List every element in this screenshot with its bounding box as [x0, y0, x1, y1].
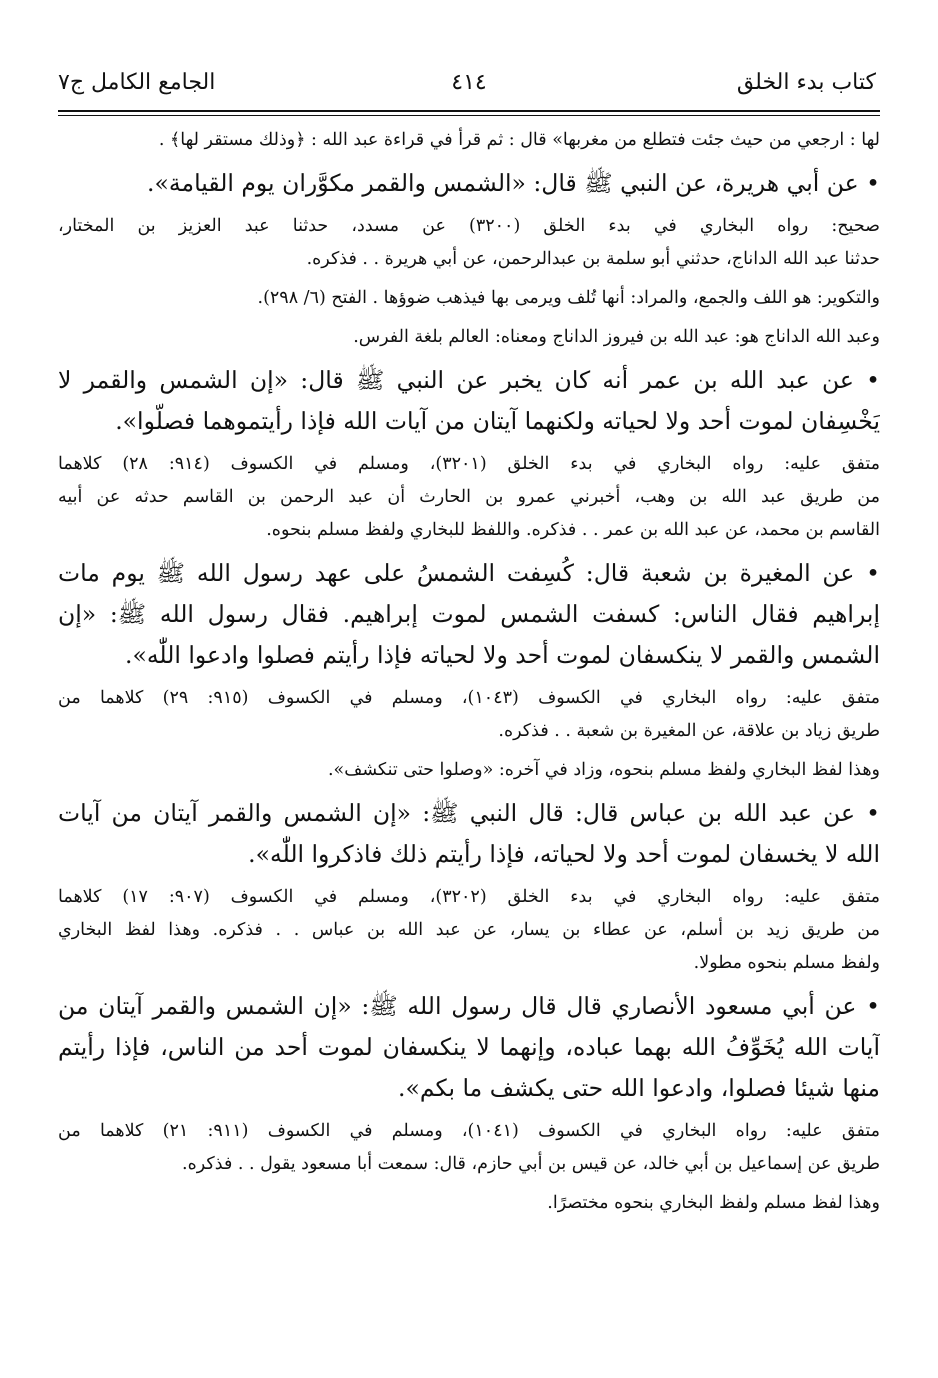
running-header: [58, 62, 880, 106]
note-line: متفق عليه: رواه البخاري في بدء الخلق (٣٢٠١)، ومسلم في الكسوف (٩١٤: ٢٨) كلاهما: [58, 454, 880, 474]
note-line: طريق زياد بن علاقة، عن المغيرة بن شعبة . . فذكره.: [498, 721, 880, 741]
page-number: ٤١٤: [451, 70, 487, 95]
note-line: صحيح: رواه البخاري في بدء الخلق (٣٢٠٠) عن مسدد، حدثنا عبد العزيز بن المختار،: [58, 216, 880, 236]
hadith-line: منها شيئا فصلوا، وادعوا الله حتى يكشف ما بكم».: [398, 1074, 880, 1102]
hadith-paragraph: [58, 360, 880, 442]
commentary-paragraph: [58, 1187, 880, 1220]
hadith-line: • عن عبد الله بن عباس قال: قال النبي ﷺ: «إن الشمس والقمر آيتان من آيات: [58, 799, 880, 827]
note-line: وعبد الله الداناج هو: عبد الله بن فيروز الداناج ومعناه: العالم بلغة الفرس.: [353, 327, 880, 347]
hadith-line: • عن عبد الله بن عمر أنه كان يخبر عن النبي ﷺ قال: «إن الشمس والقمر لا: [58, 366, 880, 394]
hadith-line: الشمس والقمر لا ينكسفان لموت أحد ولا لحياته فإذا رأيتم فصلوا وادعوا اللّٰه».: [124, 641, 880, 669]
note-line: وهذا لفظ البخاري ولفظ مسلم بنحوه، وزاد في آخره: «وصلوا حتى تنكشف».: [327, 760, 880, 780]
hadith-line: الله لا يخسفان لموت أحد ولا لحياته، فإذا رأيتم ذلك فاذكروا اللّٰه».: [248, 840, 880, 868]
header-rule-thin: [58, 115, 880, 116]
chapter-title: كتاب بدء الخلق: [736, 70, 876, 95]
note-line: وهذا لفظ مسلم ولفظ البخاري بنحوه مختصرًا.: [547, 1193, 880, 1213]
hadith-line: إبراهيم فقال الناس: كسفت الشمس لموت إبراهيم. فقال رسول الله ﷺ: «إن: [58, 600, 880, 628]
note-line: من طريق زيد بن أسلم، عن عطاء بن يسار، عن عبد الله بن عباس . . فذكره. وهذا لفظ البخاري: [58, 920, 880, 940]
hadith-paragraph: [58, 793, 880, 875]
hadith-paragraph: [58, 553, 880, 676]
note-line: والتكوير: هو اللف والجمع، والمراد: أنها تُلف ويرمى بها فيذهب ضوؤها . الفتح (٦/ ٢٩٨).: [257, 288, 880, 308]
note-line: ولفظ مسلم بنحوه مطولا.: [693, 953, 880, 973]
commentary-paragraph: [58, 754, 880, 787]
note-line: متفق عليه: رواه البخاري في الكسوف (١٠٤١)، ومسلم في الكسوف (٩١١: ٢١) كلاهما من: [58, 1121, 880, 1141]
hadith-paragraph: [58, 163, 880, 204]
note-line: متفق عليه: رواه البخاري في الكسوف (١٠٤٣)، ومسلم في الكسوف (٩١٥: ٢٩) كلاهما من: [58, 688, 880, 708]
hadith-line: • عن أبي هريرة، عن النبي ﷺ قال: «الشمس والقمر مكوَّران يوم القيامة».: [147, 169, 880, 197]
hadith-line: يَخْسِفان لموت أحد ولا لحياته ولكنهما آيتان من آيات الله فإذا رأيتموهما فصلّوا».: [115, 407, 880, 435]
book-page: [58, 62, 880, 1226]
note-line: متفق عليه: رواه البخاري في بدء الخلق (٣٢٠٢)، ومسلم في الكسوف (٩٠٧: ١٧) كلاهما: [58, 887, 880, 907]
commentary-paragraph: [58, 210, 880, 276]
commentary-paragraph: [58, 124, 880, 157]
commentary-paragraph: [58, 881, 880, 980]
book-title: الجامع الكامل ج٧: [58, 70, 216, 95]
commentary-paragraph: [58, 321, 880, 354]
note-line: لها : ارجعي من حيث جئت فتطلع من مغربها» قال : ثم قرأ في قراءة عبد الله : ﴿وذلك مستقر لها﴾ .: [158, 130, 880, 150]
hadith-paragraph: [58, 986, 880, 1109]
commentary-paragraph: [58, 448, 880, 547]
page-body: [58, 124, 880, 1220]
header-rule: [58, 110, 880, 112]
note-line: طريق عن إسماعيل بن أبي خالد، عن قيس بن أبي حازم، قال: سمعت أبا مسعود يقول . . فذكره.: [182, 1154, 880, 1174]
note-line: من طريق عبد الله بن وهب، أخبرني عمرو بن الحارث أن عبد الرحمن بن القاسم حدثه عن أبيه: [58, 487, 880, 507]
hadith-line: • عن المغيرة بن شعبة قال: كُسِفت الشمسُ على عهد رسول الله ﷺ يوم مات: [58, 559, 880, 587]
commentary-paragraph: [58, 1115, 880, 1181]
note-line: حدثنا عبد الله الداناج، حدثني أبو سلمة بن عبدالرحمن، عن أبي هريرة . . فذكره.: [306, 249, 880, 269]
commentary-paragraph: [58, 682, 880, 748]
hadith-line: آيات الله يُخَوِّفُ الله بهما عباده، وإنهما لا ينكسفان لموت أحد من الناس، فإذا رأيتم: [58, 1033, 880, 1061]
note-line: القاسم بن محمد، عن عبد الله بن عمر . . فذكره. واللفظ للبخاري ولفظ مسلم بنحوه.: [266, 520, 880, 540]
hadith-line: • عن أبي مسعود الأنصاري قال قال رسول الله ﷺ: «إن الشمس والقمر آيتان من: [58, 992, 880, 1020]
commentary-paragraph: [58, 282, 880, 315]
